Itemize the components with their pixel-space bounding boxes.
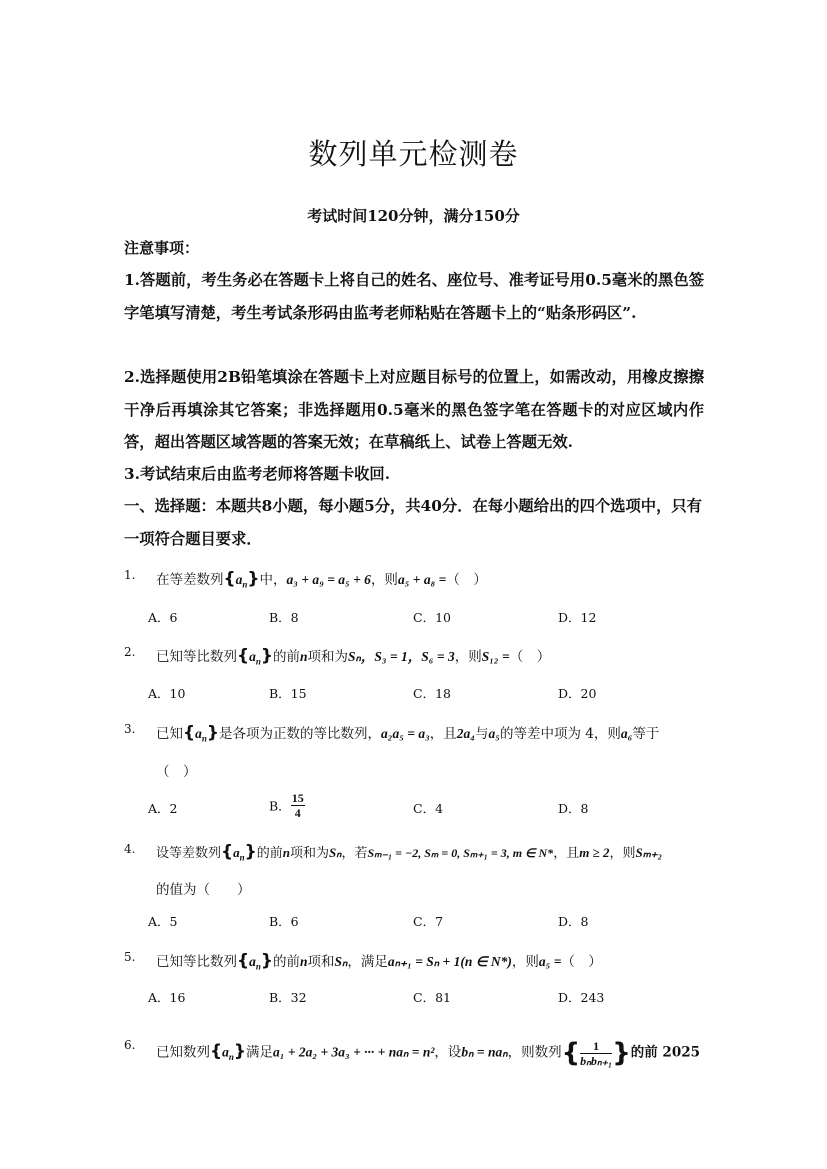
option-d[interactable]: D．12 (558, 610, 597, 625)
question-number: 1. (124, 568, 136, 582)
option-b[interactable]: B． $\frac{15}{4}$ (269, 791, 304, 820)
option-c[interactable]: C．7 (413, 914, 444, 929)
option-a[interactable]: A．10 (148, 686, 186, 701)
option-c[interactable]: C．4 (413, 801, 444, 816)
option-a[interactable]: A．16 (148, 990, 186, 1005)
option-b[interactable]: B．8 (269, 610, 299, 625)
page-title: 数列单元检测卷 (308, 137, 519, 171)
math-expr: a₃ + a₉ = a₅ + 6 (286, 572, 371, 587)
options-2 (148, 684, 668, 704)
options-5 (148, 988, 668, 1008)
math-expr: aₙ₊₁ = Sₙ + 1(n ∈ N*) (387, 954, 512, 969)
options-1 (148, 608, 668, 628)
math-expr: a₁ + 2a₂ + 3a₃ + ··· + naₙ = n² (272, 1044, 435, 1060)
question-number: 3. (124, 722, 136, 736)
math-expr: Sₙ，S₃ = 1，S₆ = 3 (348, 649, 455, 664)
option-b[interactable]: B．6 (269, 914, 299, 929)
fraction: $\frac{15}{4}$ (291, 791, 304, 820)
option-d[interactable]: D．8 (558, 914, 589, 929)
section-heading: 一、选择题：本题共8小题，每小题5分，共40分．在每小题给出的四个选项中，只有一项符合题目要求． (124, 497, 702, 548)
option-c[interactable]: C．10 (413, 610, 451, 625)
option-c[interactable]: C．18 (413, 686, 451, 701)
question-number: 4. (124, 842, 136, 856)
option-a[interactable]: A．2 (148, 801, 178, 816)
notice-item-3: 3.考试结束后由监考老师将答题卡收回. (124, 465, 391, 483)
option-a[interactable]: A．6 (148, 610, 178, 625)
options-4 (148, 912, 668, 932)
option-b[interactable]: B．32 (269, 990, 307, 1005)
question-number: 5. (124, 950, 136, 964)
option-d[interactable]: D．8 (558, 801, 589, 816)
option-a[interactable]: A．5 (148, 914, 178, 929)
notice-item-2: 2.选择题使用2B铅笔填涂在答题卡上对应题目标号的位置上，如需改动，用橡皮擦擦干净后再填涂其它答案；非选择题用0.5毫米的黑色签字笔在答题卡的对应区域内作答，超出答题区域答题的答案无效；在草稿纸上、试卷上答题无效. (124, 368, 704, 451)
option-b[interactable]: B．15 (269, 686, 307, 701)
notice-heading: 注意事项： (124, 239, 200, 257)
option-d[interactable]: D．243 (558, 990, 605, 1005)
options-3 (148, 791, 668, 825)
question-number: 2. (124, 645, 136, 659)
option-c[interactable]: C．81 (413, 990, 451, 1005)
exam-info: 考试时间120分钟，满分150分 (307, 207, 520, 225)
question-number: 6. (124, 1038, 136, 1052)
option-d[interactable]: D．20 (558, 686, 597, 701)
math-expr: Sₘ₋₁ = −2, Sₘ = 0, Sₘ₊₁ = 3, m ∈ N* (367, 846, 554, 860)
exam-page: 数列单元检测卷 考试时间120分钟，满分150分 注意事项： 1.答题前，考生务必在答题卡上将自己的姓名、座位号、准考证号用0.5毫米的黑色签字笔填写清楚，考生考试条形码由监考老师粘贴在答题卡上的“贴条形码区”. 2.选择题使用2B铅笔填涂在答题卡上对应题目标号的位置上，如需改动，用橡皮擦擦干净后再填涂其它答案；非选择题用0.5毫米的黑色签字笔在答题卡的对应区域内作答，超出答题区域答题的答案无效；在草稿纸上、试卷上答题无效. 3.考试结束后由监考老师将答题卡收回. 一、选择题：本题共8小题，每小题5分，共40分．在每小题给出的四个选项中，只有一项符合题目要求． 1. 在等差数列$\{a_n\}$中，a₃ + a₉ = a₅ + 6，则a₅ + a₈ =（ ） A．6 B．8 C．10 D．12 2. 已知等比数列$\{a_n\}$的前n项和为Sₙ，S₃ = 1，S₆ = 3，则S₁₂ =（ ） A．10 B．15 C．18 D．20 3. 已知$\{a_n\}$是各项为正数的等比数列，a₂a₅ = a₃，且2a₄与a₅的等差中项为 4，则a₆等于 （ ） A．2 B． $\frac{15}{4}$ C．4 D．8 4. 设等差数列$\{a_n\}$的前n项和为Sₙ，若Sₘ₋₁ = −2, Sₘ = 0, Sₘ₊₁ = 3, m ∈ N*，且m ≥ 2，则Sₘ₊₂ 的值为（ ） A．5 B．6 C．7 D．8 5. 已知等比数列$\{a_n\}$的前n项和Sₙ，满足aₙ₊₁ = Sₙ + 1(n ∈ N*)，则a₅ =（ ） A．16 B．32 C．81 D．243 6. 已知数列$\{a_n\}$满足a₁ + 2a₂ + 3a₃ + ··· + naₙ = n²，设bₙ = naₙ，则数列{ $\frac{1}{\text{bₙbₙ₊₁}}$ }的前 2025 (0, 0, 827, 1169)
fraction: $\frac{1}{\text{bₙbₙ₊₁}}$ (580, 1038, 613, 1068)
notice-item-1: 1.答题前，考生务必在答题卡上将自己的姓名、座位号、准考证号用0.5毫米的黑色签字笔填写清楚，考生考试条形码由监考老师粘贴在答题卡上的“贴条形码区”. (124, 271, 704, 322)
math-expr: a₂a₅ = a₃ (380, 726, 430, 741)
